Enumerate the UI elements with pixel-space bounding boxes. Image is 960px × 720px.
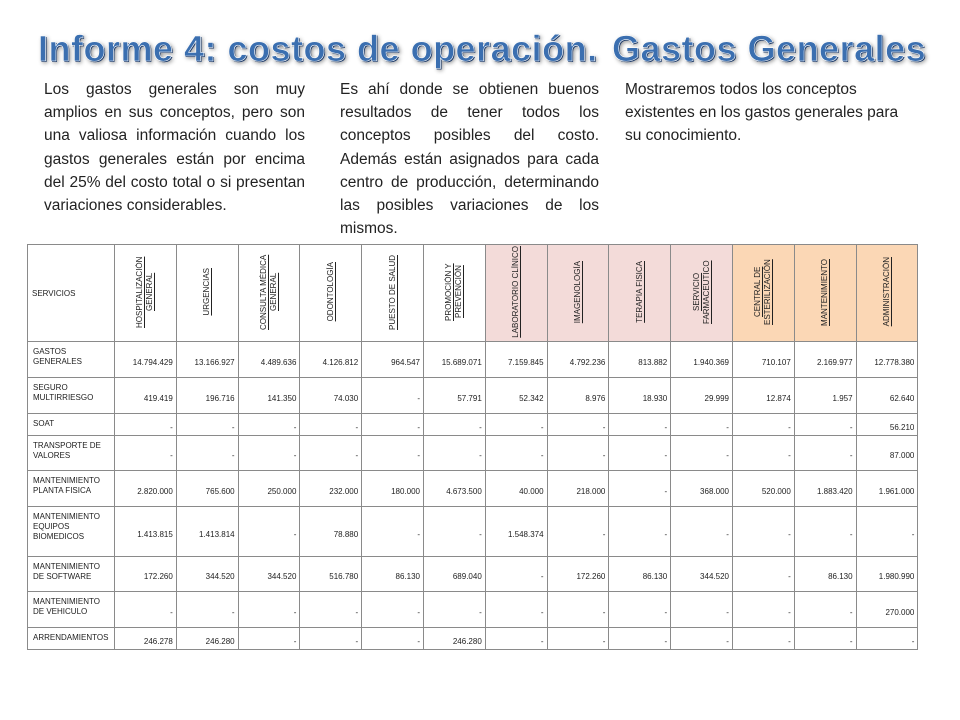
table-cell: -: [547, 435, 609, 471]
table-cell: 14.794.429: [115, 342, 177, 378]
table-cell: -: [176, 592, 238, 628]
table-cell: 86.130: [794, 556, 856, 592]
table-cell: -: [238, 628, 300, 650]
table-cell: 250.000: [238, 471, 300, 507]
table-cell: -: [856, 507, 918, 557]
table-cell: -: [794, 507, 856, 557]
table-cell: -: [115, 413, 177, 435]
table-cell: 86.130: [362, 556, 424, 592]
table-cell: -: [794, 592, 856, 628]
table-row: [28, 377, 918, 413]
table-cell: 1.413.815: [115, 507, 177, 557]
table-cell: -: [671, 507, 733, 557]
table-cell: -: [732, 592, 794, 628]
table-row: [28, 413, 918, 435]
table-cell: 4.489.636: [238, 342, 300, 378]
table-cell: 196.716: [176, 377, 238, 413]
row-label: SEGURO MULTIRRIESGO: [28, 377, 115, 413]
table-cell: -: [300, 413, 362, 435]
table-row: [28, 592, 918, 628]
table-row: [28, 435, 918, 471]
table-cell: -: [671, 435, 733, 471]
column-header: ODONTOLOGÍA: [300, 245, 362, 342]
table-cell: 368.000: [671, 471, 733, 507]
table-cell: -: [485, 592, 547, 628]
table-cell: 1.980.990: [856, 556, 918, 592]
table-cell: -: [362, 507, 424, 557]
table-cell: 8.976: [547, 377, 609, 413]
table-cell: -: [732, 507, 794, 557]
column-header: PROMOCIÓN Y PREVENCIÓN: [423, 245, 485, 342]
table-cell: 141.350: [238, 377, 300, 413]
table-cell: -: [362, 592, 424, 628]
table-cell: -: [176, 435, 238, 471]
row-label: ARRENDAMIENTOS: [28, 628, 115, 650]
row-label: TRANSPORTE DE VALORES: [28, 435, 115, 471]
table-cell: 4.792.236: [547, 342, 609, 378]
costs-table: [27, 244, 918, 650]
table-cell: -: [671, 413, 733, 435]
table-cell: 13.166.927: [176, 342, 238, 378]
table-cell: -: [238, 592, 300, 628]
table-cell: -: [362, 377, 424, 413]
table-cell: 172.260: [547, 556, 609, 592]
table-cell: -: [238, 435, 300, 471]
table-cell: -: [238, 413, 300, 435]
table-row: [28, 471, 918, 507]
row-label: MANTENIMIENTO DE VEHICULO: [28, 592, 115, 628]
table-cell: 218.000: [547, 471, 609, 507]
table-cell: -: [300, 435, 362, 471]
table-cell: -: [300, 628, 362, 650]
table-cell: -: [423, 592, 485, 628]
table-cell: 87.000: [856, 435, 918, 471]
table-cell: 419.419: [115, 377, 177, 413]
table-cell: -: [671, 592, 733, 628]
table-cell: -: [362, 435, 424, 471]
table-cell: 7.159.845: [485, 342, 547, 378]
table-cell: 270.000: [856, 592, 918, 628]
table-cell: 232.000: [300, 471, 362, 507]
table-cell: -: [176, 413, 238, 435]
table-cell: -: [485, 628, 547, 650]
table-cell: 180.000: [362, 471, 424, 507]
table-cell: 29.999: [671, 377, 733, 413]
table-cell: -: [115, 435, 177, 471]
table-cell: -: [485, 556, 547, 592]
table-cell: 12.778.380: [856, 342, 918, 378]
table-cell: -: [794, 628, 856, 650]
table-cell: 813.882: [609, 342, 671, 378]
column-header-servicios: SERVICIOS: [28, 245, 115, 342]
table-cell: 78.880: [300, 507, 362, 557]
table-cell: 344.520: [671, 556, 733, 592]
table-cell: -: [794, 413, 856, 435]
table-cell: -: [362, 413, 424, 435]
table-cell: 57.791: [423, 377, 485, 413]
column-header: TERAPIA FISICA: [609, 245, 671, 342]
table-cell: 246.278: [115, 628, 177, 650]
row-label: SOAT: [28, 413, 115, 435]
table-cell: 1.961.000: [856, 471, 918, 507]
table-cell: -: [609, 413, 671, 435]
intro-paragraph-2: Es ahí donde se obtienen buenos resultados de tener todos los conceptos posibles del costo. Además están asignados para cada centro de producción, determinando las posibles variaciones de los mismos.: [340, 81, 599, 238]
table-cell: 1.957: [794, 377, 856, 413]
table-cell: -: [856, 628, 918, 650]
table-cell: -: [794, 435, 856, 471]
table-cell: -: [609, 471, 671, 507]
table-row: [28, 342, 918, 378]
table-cell: 1.548.374: [485, 507, 547, 557]
table-cell: 516.780: [300, 556, 362, 592]
table-cell: 1.413.814: [176, 507, 238, 557]
table-cell: -: [609, 628, 671, 650]
row-label: MANTENIMIENTO PLANTA FISICA: [28, 471, 115, 507]
row-label: GASTOS GENERALES: [28, 342, 115, 378]
table-cell: -: [732, 435, 794, 471]
table-cell: 172.260: [115, 556, 177, 592]
section-title: Gastos Generales: [612, 28, 927, 69]
table-cell: -: [732, 628, 794, 650]
table-cell: -: [609, 592, 671, 628]
table-cell: -: [238, 507, 300, 557]
table-cell: 18.930: [609, 377, 671, 413]
intro-paragraph-3: Mostraremos todos los conceptos existentes en los gastos generales para su conocimiento.: [625, 81, 899, 145]
table-cell: -: [671, 628, 733, 650]
table-cell: 4.673.500: [423, 471, 485, 507]
column-header: LABORATORIO CLÍNICO: [485, 245, 547, 342]
table-cell: 246.280: [176, 628, 238, 650]
row-label: MANTENIMIENTO EQUIPOS BIOMEDICOS: [28, 507, 115, 557]
table-cell: 344.520: [238, 556, 300, 592]
intro-paragraph-1: Los gastos generales son muy amplios en sus conceptos, pero son una valiosa información cuando los gastos generales están por encima del 25% del costo total o si presentan variaciones considerables.: [44, 81, 305, 215]
table-cell: 62.640: [856, 377, 918, 413]
column-header: SERVICIO FARMACEUTICO: [671, 245, 733, 342]
column-header: CONSULTA MÉDICA GENERAL: [238, 245, 300, 342]
table-cell: 40.000: [485, 471, 547, 507]
report-title: Informe 4: costos de operación.: [38, 28, 598, 69]
table-cell: -: [362, 628, 424, 650]
column-header: HOSPITALIZACIÓN GENERAL: [115, 245, 177, 342]
table-cell: -: [115, 592, 177, 628]
table-cell: 15.689.071: [423, 342, 485, 378]
table-cell: 964.547: [362, 342, 424, 378]
column-header: ADMINISTRACIÓN: [856, 245, 918, 342]
table-cell: 1.883.420: [794, 471, 856, 507]
table-cell: 765.600: [176, 471, 238, 507]
column-header: CENTRAL DE ESTERILIZACIÓN: [732, 245, 794, 342]
table-row: [28, 556, 918, 592]
table-cell: -: [547, 592, 609, 628]
column-header: IMAGENOLOGÍA: [547, 245, 609, 342]
table-cell: -: [485, 435, 547, 471]
table-cell: -: [547, 413, 609, 435]
table-cell: -: [732, 413, 794, 435]
table-cell: -: [423, 413, 485, 435]
table-cell: 56.210: [856, 413, 918, 435]
table-cell: 12.874: [732, 377, 794, 413]
column-header: MANTENIMIENTO: [794, 245, 856, 342]
table-cell: 2.820.000: [115, 471, 177, 507]
table-cell: -: [547, 628, 609, 650]
table-cell: 689.040: [423, 556, 485, 592]
table-cell: 246.280: [423, 628, 485, 650]
table-cell: -: [423, 435, 485, 471]
table-cell: -: [485, 413, 547, 435]
table-cell: 520.000: [732, 471, 794, 507]
column-header: PUESTO DE SALUD: [362, 245, 424, 342]
table-cell: 74.030: [300, 377, 362, 413]
table-header-row: [28, 245, 918, 342]
table-cell: -: [423, 507, 485, 557]
table-cell: 4.126.812: [300, 342, 362, 378]
table-cell: -: [732, 556, 794, 592]
table-cell: 1.940.369: [671, 342, 733, 378]
table-cell: 710.107: [732, 342, 794, 378]
table-cell: -: [609, 507, 671, 557]
table-cell: 344.520: [176, 556, 238, 592]
table-cell: -: [300, 592, 362, 628]
table-cell: -: [609, 435, 671, 471]
table-cell: 52.342: [485, 377, 547, 413]
table-row: [28, 507, 918, 557]
table-cell: -: [547, 507, 609, 557]
table-cell: 2.169.977: [794, 342, 856, 378]
column-header: URGENCIAS: [176, 245, 238, 342]
row-label: MANTENIMIENTO DE SOFTWARE: [28, 556, 115, 592]
table-cell: 86.130: [609, 556, 671, 592]
table-row: [28, 628, 918, 650]
